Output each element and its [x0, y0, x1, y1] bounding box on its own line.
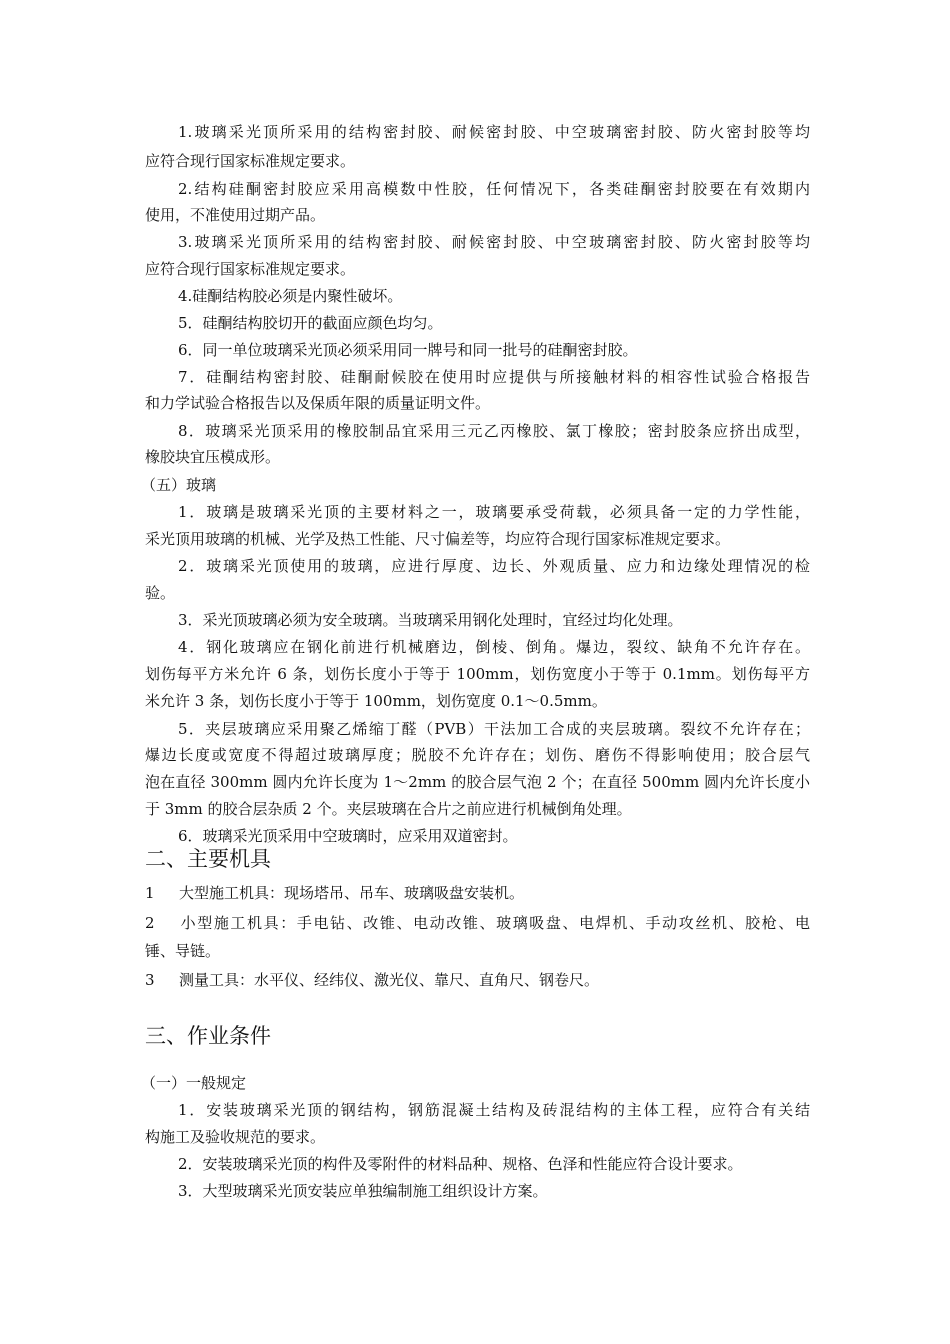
paragraph-line: 8．玻璃采光顶采用的橡胶制品宜采用三元乙丙橡胶、氯丁橡胶；密封胶条应挤出成型， — [178, 422, 810, 440]
paragraph-line — [145, 969, 810, 991]
paragraph-line — [145, 882, 810, 904]
paragraph-line: 使用，不准使用过期产品。 — [145, 206, 326, 224]
paragraph-line: 泡在直径 300mm 圆内允许长度为 1～2mm 的胶合层气泡 2 个；在直径 500mm 圆内允许长度小 — [145, 773, 810, 791]
paragraph-line: 应符合现行国家标准规定要求。 — [145, 260, 356, 278]
paragraph-line: 7．硅酮结构密封胶、硅酮耐候胶在使用时应提供与所接触材料的相容性试验合格报告 — [178, 368, 810, 386]
paragraph-line: 锤、导链。 — [145, 942, 221, 960]
paragraph-line: 5．硅酮结构胶切开的截面应颜色均匀。 — [178, 314, 443, 332]
paragraph-line: 3.玻璃采光顶所采用的结构密封胶、耐候密封胶、中空玻璃密封胶、防火密封胶等均 — [178, 233, 810, 251]
paragraph-line: 6．同一单位玻璃采光顶必须采用同一牌号和同一批号的硅酮密封胶。 — [178, 341, 638, 359]
paragraph-line: 4.硅酮结构胶必须是内聚性破坏。 — [178, 287, 403, 305]
paragraph-line: 于 3mm 的胶合层杂质 2 个。夹层玻璃在合片之前应进行机械倒角处理。 — [145, 800, 632, 818]
item-number: 1 — [145, 884, 155, 902]
sub-heading: （一）一般规定 — [141, 1074, 247, 1092]
paragraph-line: 应符合现行国家标准规定要求。 — [145, 152, 356, 170]
paragraph-line: 划伤每平方米允许 6 条，划伤长度小于等于 100mm，划伤宽度小于等于 0.1mm。划伤每平方 — [145, 665, 810, 683]
paragraph-line: 验。 — [145, 584, 176, 602]
item-text: 大型施工机具：现场塔吊、吊车、玻璃吸盘安装机。 — [179, 884, 525, 902]
paragraph-line: 2．安装玻璃采光顶的构件及零附件的材料品种、规格、色泽和性能应符合设计要求。 — [178, 1155, 743, 1173]
paragraph-line: 3．采光顶玻璃必须为安全玻璃。当玻璃采用钢化处理时，宜经过均化处理。 — [178, 611, 683, 629]
item-number: 2 — [145, 914, 155, 932]
item-text: 小型施工机具：手电钻、改锥、电动改锥、玻璃吸盘、电焊机、手动攻丝机、胶枪、电 — [179, 914, 810, 932]
item-text: 测量工具：水平仪、经纬仪、激光仪、靠尺、直角尺、钢卷尺。 — [179, 971, 600, 989]
paragraph-line: 和力学试验合格报告以及保质年限的质量证明文件。 — [145, 394, 491, 412]
paragraph-line: 2．玻璃采光顶使用的玻璃，应进行厚度、边长、外观质量、应力和边缘处理情况的检 — [178, 557, 810, 575]
paragraph-line: 1．玻璃是玻璃采光顶的主要材料之一，玻璃要承受荷载，必须具备一定的力学性能， — [178, 503, 810, 521]
item-number: 3 — [145, 971, 155, 989]
paragraph-line: 3．大型玻璃采光顶安装应单独编制施工组织设计方案。 — [178, 1182, 548, 1200]
paragraph-line: 1.玻璃采光顶所采用的结构密封胶、耐候密封胶、中空玻璃密封胶、防火密封胶等均 — [178, 123, 810, 141]
paragraph-line: 采光顶用玻璃的机械、光学及热工性能、尺寸偏差等，均应符合现行国家标准规定要求。 — [145, 530, 731, 548]
section-heading: 二、主要机具 — [145, 847, 271, 871]
paragraph-line: 5．夹层玻璃应采用聚乙烯缩丁醛（PVB）干法加工合成的夹层玻璃。裂纹不允许存在； — [178, 720, 810, 738]
paragraph-line: 构施工及验收规范的要求。 — [145, 1128, 326, 1146]
paragraph-line: 橡胶块宜压模成形。 — [145, 448, 281, 466]
section-heading: 三、作业条件 — [145, 1024, 271, 1048]
paragraph-line: 2.结构硅酮密封胶应采用高模数中性胶，任何情况下，各类硅酮密封胶要在有效期内 — [178, 180, 810, 198]
paragraph-line: 6．玻璃采光顶采用中空玻璃时，应采用双道密封。 — [178, 827, 518, 845]
paragraph-line: 1．安装玻璃采光顶的钢结构，钢筋混凝土结构及砖混结构的主体工程，应符合有关结 — [178, 1101, 810, 1119]
paragraph-line: 爆边长度或宽度不得超过玻璃厚度；脱胶不允许存在；划伤、磨伤不得影响使用；胶合层气 — [145, 746, 810, 764]
paragraph-line — [145, 912, 810, 934]
paragraph-line: 4．钢化玻璃应在钢化前进行机械磨边，倒棱、倒角。爆边，裂纹、缺角不允许存在。 — [178, 638, 810, 656]
paragraph-line: 米允许 3 条，划伤长度小于等于 100mm，划伤宽度 0.1～0.5mm。 — [145, 692, 607, 710]
glass-heading: （五）玻璃 — [141, 476, 217, 494]
